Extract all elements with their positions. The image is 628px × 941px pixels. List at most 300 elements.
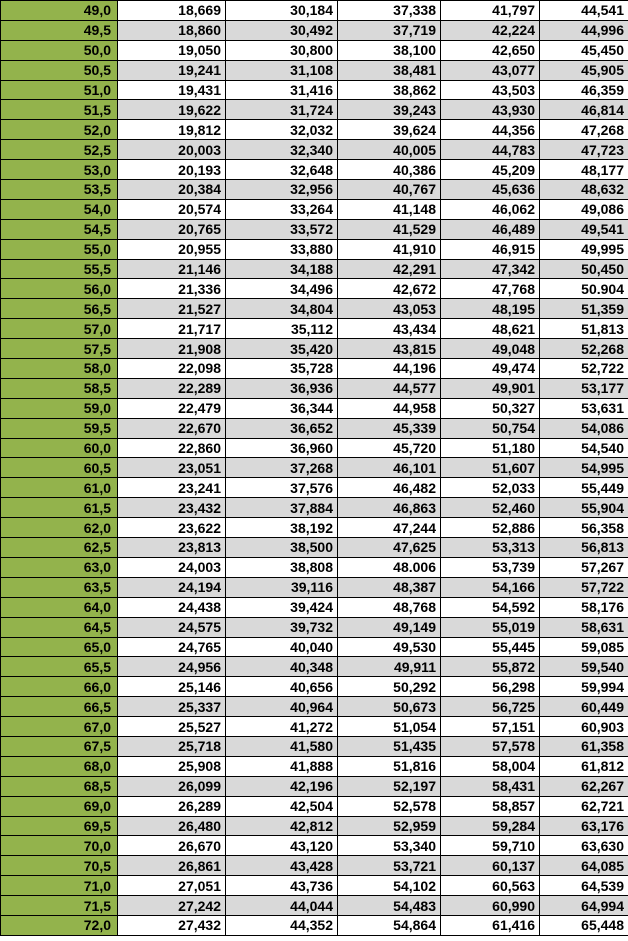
table-row	[1, 557, 628, 577]
value-cell: 41,529	[338, 219, 441, 239]
value-cell: 46,863	[338, 498, 441, 518]
table-row	[1, 259, 628, 279]
table-row	[1, 319, 628, 339]
value-cell: 63,630	[540, 836, 628, 856]
row-key-cell: 62,5	[1, 538, 118, 558]
value-cell: 54,102	[338, 876, 441, 896]
row-key-cell: 56,0	[1, 279, 118, 299]
value-cell: 40,005	[338, 140, 441, 160]
value-cell: 46,101	[338, 458, 441, 478]
value-cell: 51,180	[441, 438, 540, 458]
value-cell: 42,812	[226, 816, 338, 836]
value-cell: 51,435	[338, 736, 441, 756]
value-cell: 52,033	[441, 478, 540, 498]
row-key-cell: 68,0	[1, 756, 118, 776]
value-cell: 46,359	[540, 80, 628, 100]
row-key-cell: 63,5	[1, 577, 118, 597]
value-cell: 20,384	[118, 180, 226, 200]
value-cell: 39,732	[226, 617, 338, 637]
value-cell: 20,765	[118, 219, 226, 239]
value-cell: 32,032	[226, 120, 338, 140]
value-cell: 34,188	[226, 259, 338, 279]
value-cell: 25,908	[118, 756, 226, 776]
table-row	[1, 657, 628, 677]
value-cell: 41,888	[226, 756, 338, 776]
value-cell: 43,736	[226, 876, 338, 896]
value-cell: 35,420	[226, 339, 338, 359]
value-cell: 20,955	[118, 239, 226, 259]
value-cell: 40,348	[226, 657, 338, 677]
value-cell: 40,040	[226, 637, 338, 657]
row-key-cell: 53,0	[1, 160, 118, 180]
row-key-cell: 50,5	[1, 60, 118, 80]
value-cell: 44,352	[226, 915, 338, 935]
value-cell: 44,196	[338, 359, 441, 379]
table-row	[1, 856, 628, 876]
value-cell: 48,768	[338, 597, 441, 617]
table-row	[1, 836, 628, 856]
value-cell: 48,621	[441, 319, 540, 339]
value-cell: 55,904	[540, 498, 628, 518]
value-cell: 64,994	[540, 896, 628, 916]
value-cell: 43,503	[441, 80, 540, 100]
table-row	[1, 359, 628, 379]
table-row	[1, 80, 628, 100]
value-cell: 54,995	[540, 458, 628, 478]
value-cell: 42,504	[226, 796, 338, 816]
value-cell: 54,592	[441, 597, 540, 617]
value-cell: 21,908	[118, 339, 226, 359]
value-cell: 44,783	[441, 140, 540, 160]
value-cell: 19,431	[118, 80, 226, 100]
value-cell: 44,577	[338, 378, 441, 398]
value-cell: 54,166	[441, 577, 540, 597]
row-key-cell: 69,5	[1, 816, 118, 836]
value-cell: 54,483	[338, 896, 441, 916]
value-cell: 46,814	[540, 100, 628, 120]
value-cell: 52,722	[540, 359, 628, 379]
value-cell: 62,267	[540, 776, 628, 796]
table-row	[1, 776, 628, 796]
row-key-cell: 59,5	[1, 418, 118, 438]
value-cell: 59,284	[441, 816, 540, 836]
value-cell: 25,527	[118, 717, 226, 737]
value-cell: 55,449	[540, 478, 628, 498]
value-cell: 63,176	[540, 816, 628, 836]
value-cell: 60,137	[441, 856, 540, 876]
table-row	[1, 339, 628, 359]
row-key-cell: 71,5	[1, 896, 118, 916]
row-key-cell: 68,5	[1, 776, 118, 796]
value-cell: 49,995	[540, 239, 628, 259]
value-cell: 47,342	[441, 259, 540, 279]
value-cell: 34,804	[226, 299, 338, 319]
value-cell: 33,264	[226, 199, 338, 219]
value-cell: 52,959	[338, 816, 441, 836]
value-cell: 49,474	[441, 359, 540, 379]
table-row	[1, 577, 628, 597]
value-cell: 41,797	[441, 1, 540, 21]
value-cell: 40,767	[338, 180, 441, 200]
value-cell: 46,915	[441, 239, 540, 259]
value-cell: 22,670	[118, 418, 226, 438]
value-cell: 48,177	[540, 160, 628, 180]
table-row	[1, 717, 628, 737]
value-cell: 32,956	[226, 180, 338, 200]
value-cell: 46,482	[338, 478, 441, 498]
value-cell: 47,768	[441, 279, 540, 299]
value-cell: 54,086	[540, 418, 628, 438]
value-cell: 49,530	[338, 637, 441, 657]
value-cell: 39,243	[338, 100, 441, 120]
value-cell: 41,272	[226, 717, 338, 737]
row-key-cell: 65,0	[1, 637, 118, 657]
row-key-cell: 61,5	[1, 498, 118, 518]
value-cell: 45,905	[540, 60, 628, 80]
value-cell: 45,636	[441, 180, 540, 200]
value-cell: 20,003	[118, 140, 226, 160]
table-row	[1, 697, 628, 717]
row-key-cell: 67,5	[1, 736, 118, 756]
row-key-cell: 57,5	[1, 339, 118, 359]
value-cell: 24,438	[118, 597, 226, 617]
value-cell: 41,580	[226, 736, 338, 756]
value-cell: 46,062	[441, 199, 540, 219]
value-cell: 26,480	[118, 816, 226, 836]
value-cell: 51,813	[540, 319, 628, 339]
value-cell: 23,813	[118, 538, 226, 558]
value-cell: 22,098	[118, 359, 226, 379]
value-cell: 49,541	[540, 219, 628, 239]
value-cell: 25,146	[118, 677, 226, 697]
value-cell: 45,720	[338, 438, 441, 458]
value-cell: 39,116	[226, 577, 338, 597]
table-row	[1, 378, 628, 398]
value-cell: 30,800	[226, 40, 338, 60]
row-key-cell: 59,0	[1, 398, 118, 418]
value-cell: 50,673	[338, 697, 441, 717]
table-row	[1, 518, 628, 538]
value-cell: 47,723	[540, 140, 628, 160]
value-cell: 60,903	[540, 717, 628, 737]
value-cell: 52,460	[441, 498, 540, 518]
row-key-cell: 64,5	[1, 617, 118, 637]
table-row	[1, 796, 628, 816]
row-key-cell: 55,0	[1, 239, 118, 259]
table-row	[1, 219, 628, 239]
value-cell: 42,224	[441, 20, 540, 40]
row-key-cell: 70,5	[1, 856, 118, 876]
value-cell: 24,194	[118, 577, 226, 597]
table-row	[1, 100, 628, 120]
value-cell: 21,146	[118, 259, 226, 279]
row-key-cell: 55,5	[1, 259, 118, 279]
value-cell: 27,432	[118, 915, 226, 935]
value-cell: 24,575	[118, 617, 226, 637]
value-cell: 53,631	[540, 398, 628, 418]
value-cell: 37,884	[226, 498, 338, 518]
value-cell: 26,099	[118, 776, 226, 796]
value-cell: 43,077	[441, 60, 540, 80]
value-cell: 43,930	[441, 100, 540, 120]
value-cell: 36,936	[226, 378, 338, 398]
value-cell: 53,340	[338, 836, 441, 856]
value-cell: 32,648	[226, 160, 338, 180]
table-row	[1, 816, 628, 836]
row-key-cell: 54,5	[1, 219, 118, 239]
value-cell: 43,434	[338, 319, 441, 339]
value-cell: 38,481	[338, 60, 441, 80]
row-key-cell: 65,5	[1, 657, 118, 677]
value-cell: 26,670	[118, 836, 226, 856]
row-key-cell: 66,0	[1, 677, 118, 697]
value-cell: 51,607	[441, 458, 540, 478]
table-row	[1, 498, 628, 518]
row-key-cell: 51,0	[1, 80, 118, 100]
value-cell: 45,339	[338, 418, 441, 438]
value-cell: 44,356	[441, 120, 540, 140]
value-cell: 24,956	[118, 657, 226, 677]
value-cell: 23,051	[118, 458, 226, 478]
value-cell: 51,816	[338, 756, 441, 776]
value-cell: 53,313	[441, 538, 540, 558]
row-key-cell: 70,0	[1, 836, 118, 856]
value-cell: 61,416	[441, 915, 540, 935]
value-cell: 55,019	[441, 617, 540, 637]
value-cell: 18,669	[118, 1, 226, 21]
value-cell: 26,861	[118, 856, 226, 876]
table-row	[1, 617, 628, 637]
value-cell: 31,108	[226, 60, 338, 80]
value-cell: 18,860	[118, 20, 226, 40]
row-key-cell: 60,5	[1, 458, 118, 478]
value-cell: 46,489	[441, 219, 540, 239]
table-row	[1, 140, 628, 160]
value-cell: 42,672	[338, 279, 441, 299]
table-row	[1, 876, 628, 896]
table-row	[1, 458, 628, 478]
value-cell: 44,044	[226, 896, 338, 916]
value-cell: 23,432	[118, 498, 226, 518]
table-row	[1, 299, 628, 319]
value-cell: 64,539	[540, 876, 628, 896]
value-cell: 37,338	[338, 1, 441, 21]
value-cell: 62,721	[540, 796, 628, 816]
table-row	[1, 1, 628, 21]
value-cell: 37,268	[226, 458, 338, 478]
value-cell: 19,050	[118, 40, 226, 60]
value-cell: 22,479	[118, 398, 226, 418]
value-cell: 57,151	[441, 717, 540, 737]
value-cell: 30,492	[226, 20, 338, 40]
value-cell: 40,964	[226, 697, 338, 717]
value-cell: 21,527	[118, 299, 226, 319]
row-key-cell: 50,0	[1, 40, 118, 60]
value-cell: 44,958	[338, 398, 441, 418]
value-cell: 27,051	[118, 876, 226, 896]
value-cell: 49,149	[338, 617, 441, 637]
value-cell: 48.006	[338, 557, 441, 577]
value-cell: 51,054	[338, 717, 441, 737]
value-cell: 61,358	[540, 736, 628, 756]
table-row	[1, 279, 628, 299]
value-cell: 47,268	[540, 120, 628, 140]
table-row	[1, 60, 628, 80]
value-cell: 59,085	[540, 637, 628, 657]
value-cell: 21,336	[118, 279, 226, 299]
value-cell: 32,340	[226, 140, 338, 160]
value-cell: 43,053	[338, 299, 441, 319]
value-cell: 48,632	[540, 180, 628, 200]
value-cell: 65,448	[540, 915, 628, 935]
value-cell: 25,718	[118, 736, 226, 756]
value-cell: 43,815	[338, 339, 441, 359]
value-cell: 33,572	[226, 219, 338, 239]
value-cell: 23,622	[118, 518, 226, 538]
table-row	[1, 418, 628, 438]
value-cell: 36,344	[226, 398, 338, 418]
value-cell: 43,428	[226, 856, 338, 876]
value-cell: 60,449	[540, 697, 628, 717]
value-cell: 45,209	[441, 160, 540, 180]
value-cell: 53,721	[338, 856, 441, 876]
value-cell: 57,722	[540, 577, 628, 597]
value-cell: 37,719	[338, 20, 441, 40]
value-cell: 49,048	[441, 339, 540, 359]
value-cell: 49,901	[441, 378, 540, 398]
value-cell: 35,728	[226, 359, 338, 379]
row-key-cell: 52,5	[1, 140, 118, 160]
value-cell: 27,242	[118, 896, 226, 916]
table-row	[1, 478, 628, 498]
value-cell: 61,812	[540, 756, 628, 776]
value-cell: 47,625	[338, 538, 441, 558]
table-row	[1, 40, 628, 60]
table-row	[1, 438, 628, 458]
value-cell: 24,003	[118, 557, 226, 577]
table-row	[1, 677, 628, 697]
value-cell: 20,574	[118, 199, 226, 219]
value-cell: 31,416	[226, 80, 338, 100]
value-cell: 52,578	[338, 796, 441, 816]
value-cell: 40,386	[338, 160, 441, 180]
value-cell: 19,241	[118, 60, 226, 80]
row-key-cell: 53,5	[1, 180, 118, 200]
value-cell: 59,710	[441, 836, 540, 856]
table-row	[1, 239, 628, 259]
row-key-cell: 63,0	[1, 557, 118, 577]
value-cell: 57,267	[540, 557, 628, 577]
row-key-cell: 67,0	[1, 717, 118, 737]
value-cell: 34,496	[226, 279, 338, 299]
value-cell: 43,120	[226, 836, 338, 856]
value-cell: 49,086	[540, 199, 628, 219]
value-cell: 47,244	[338, 518, 441, 538]
value-cell: 35,112	[226, 319, 338, 339]
value-cell: 41,910	[338, 239, 441, 259]
value-cell: 24,765	[118, 637, 226, 657]
table-row	[1, 120, 628, 140]
value-cell: 50,327	[441, 398, 540, 418]
value-cell: 54,864	[338, 915, 441, 935]
value-cell: 57,578	[441, 736, 540, 756]
value-cell: 53,739	[441, 557, 540, 577]
value-cell: 58,631	[540, 617, 628, 637]
value-cell: 50.904	[540, 279, 628, 299]
table-row	[1, 398, 628, 418]
value-cell: 49,911	[338, 657, 441, 677]
value-cell: 41,148	[338, 199, 441, 219]
value-cell: 37,576	[226, 478, 338, 498]
table-row	[1, 199, 628, 219]
table-row	[1, 180, 628, 200]
table-row	[1, 637, 628, 657]
value-cell: 58,431	[441, 776, 540, 796]
value-cell: 44,541	[540, 1, 628, 21]
value-cell: 55,445	[441, 637, 540, 657]
value-cell: 60,990	[441, 896, 540, 916]
value-cell: 59,540	[540, 657, 628, 677]
table-row	[1, 915, 628, 935]
row-key-cell: 71,0	[1, 876, 118, 896]
value-cell: 26,289	[118, 796, 226, 816]
value-cell: 45,450	[540, 40, 628, 60]
value-cell: 21,717	[118, 319, 226, 339]
value-cell: 23,241	[118, 478, 226, 498]
value-cell: 52,268	[540, 339, 628, 359]
value-cell: 48,195	[441, 299, 540, 319]
value-cell: 53,177	[540, 378, 628, 398]
table-row	[1, 20, 628, 40]
row-key-cell: 49,0	[1, 1, 118, 21]
table-row	[1, 736, 628, 756]
value-cell: 59,994	[540, 677, 628, 697]
value-cell: 38,862	[338, 80, 441, 100]
table-row	[1, 160, 628, 180]
value-cell: 40,656	[226, 677, 338, 697]
value-cell: 39,624	[338, 120, 441, 140]
table-body	[1, 1, 628, 936]
row-key-cell: 69,0	[1, 796, 118, 816]
row-key-cell: 62,0	[1, 518, 118, 538]
value-cell: 58,004	[441, 756, 540, 776]
value-cell: 64,085	[540, 856, 628, 876]
row-key-cell: 64,0	[1, 597, 118, 617]
value-cell: 48,387	[338, 577, 441, 597]
value-cell: 56,358	[540, 518, 628, 538]
row-key-cell: 49,5	[1, 20, 118, 40]
value-cell: 55,872	[441, 657, 540, 677]
row-key-cell: 56,5	[1, 299, 118, 319]
value-cell: 39,424	[226, 597, 338, 617]
value-cell: 56,813	[540, 538, 628, 558]
value-cell: 19,812	[118, 120, 226, 140]
value-cell: 38,192	[226, 518, 338, 538]
value-cell: 50,754	[441, 418, 540, 438]
row-key-cell: 61,0	[1, 478, 118, 498]
table-row	[1, 896, 628, 916]
value-cell: 38,100	[338, 40, 441, 60]
row-key-cell: 52,0	[1, 120, 118, 140]
value-cell: 42,196	[226, 776, 338, 796]
value-cell: 50,450	[540, 259, 628, 279]
value-cell: 19,622	[118, 100, 226, 120]
row-key-cell: 58,0	[1, 359, 118, 379]
value-cell: 58,176	[540, 597, 628, 617]
value-cell: 36,652	[226, 418, 338, 438]
value-cell: 38,808	[226, 557, 338, 577]
value-cell: 33,880	[226, 239, 338, 259]
